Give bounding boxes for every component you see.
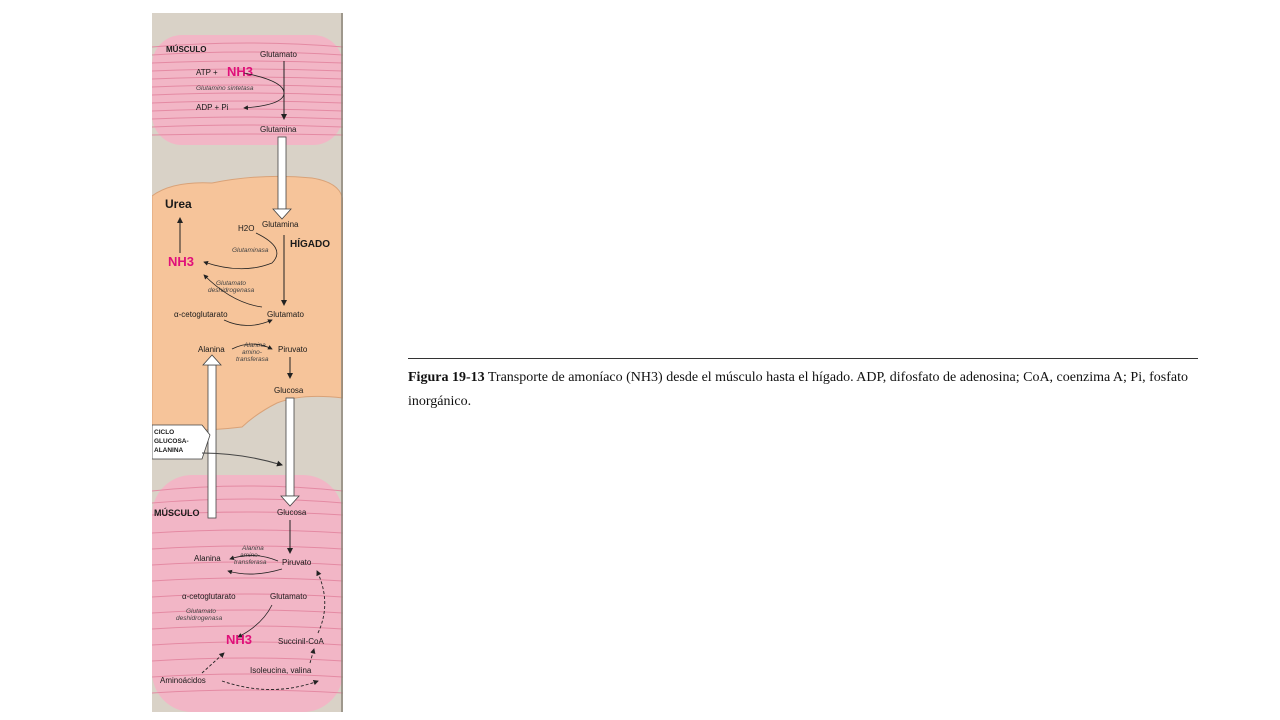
bottom-glutamato-label: Glutamato: [270, 592, 307, 601]
liver-glutamato-label: Glutamato: [267, 310, 304, 319]
liver-alanina-label: Alanina: [198, 345, 225, 354]
top-glutamato-label: Glutamato: [260, 50, 297, 59]
liver-shape: [152, 176, 343, 430]
bottom-muscle-label: MÚSCULO: [154, 508, 200, 518]
top-glutamina-label: Glutamina: [260, 125, 297, 134]
succinil-coa-label: Succinil-CoA: [278, 637, 324, 646]
top-muscle-label: MÚSCULO: [166, 45, 207, 54]
cycle-label-line2: GLUCOSA-: [154, 438, 189, 445]
bottom-piruvato-label: Piruvato: [282, 558, 312, 567]
bottom-transferasa-label: Alanina amino-transferasa: [234, 545, 267, 566]
top-adp-label: ADP + Pi: [196, 103, 229, 112]
top-atp-label: ATP +: [196, 68, 218, 77]
cycle-label-line3: ALANINA: [154, 447, 184, 454]
aminoacidos-label: Aminoácidos: [160, 676, 206, 685]
h2o-label: H2O: [238, 224, 255, 233]
ammonia-transport-figure: [152, 13, 343, 712]
liver-piruvato-label: Piruvato: [278, 345, 308, 354]
glutamino-sintetasa-label: Glutamino sintetasa: [196, 85, 254, 92]
figure-caption: [408, 366, 1208, 414]
bottom-cetoglutarato-label: α-cetoglutarato: [182, 592, 236, 601]
bottom-glucosa-label: Glucosa: [277, 508, 307, 517]
isoleucina-valina-label: Isoleucina, valina: [250, 666, 312, 675]
bottom-alanina-label: Alanina: [194, 554, 221, 563]
liver-gdh-label: Glutamato deshidrogenasa: [208, 280, 255, 294]
liver-glutamina-label: Glutamina: [262, 220, 299, 229]
liver-glucosa-label: Glucosa: [274, 386, 304, 395]
liver-cetoglutarato-label: α-cetoglutarato: [174, 310, 228, 319]
urea-label: Urea: [165, 197, 192, 211]
top-nh3-label: NH3: [227, 64, 254, 79]
cycle-label-line1: CICLO: [154, 429, 175, 436]
higado-label: HÍGADO: [290, 239, 330, 250]
bottom-gdh-label: Glutamato deshidrogenasa: [176, 608, 223, 622]
caption-rule: [408, 358, 1198, 359]
bottom-nh3-label: NH3: [226, 632, 253, 647]
liver-transferasa-label: Alanina amino-transferasa: [236, 342, 269, 363]
caption-label: Figura 19-13: [408, 370, 485, 385]
glutaminasa-label: Glutaminasa: [232, 247, 269, 254]
caption-text: Transporte de amoníaco (NH3) desde el músculo hasta el hígado. ADP, difosfato de adenosina; CoA, coenzima A; Pi, fosfato inorgánico.: [408, 370, 1188, 409]
liver-nh3-label: NH3: [168, 254, 195, 269]
